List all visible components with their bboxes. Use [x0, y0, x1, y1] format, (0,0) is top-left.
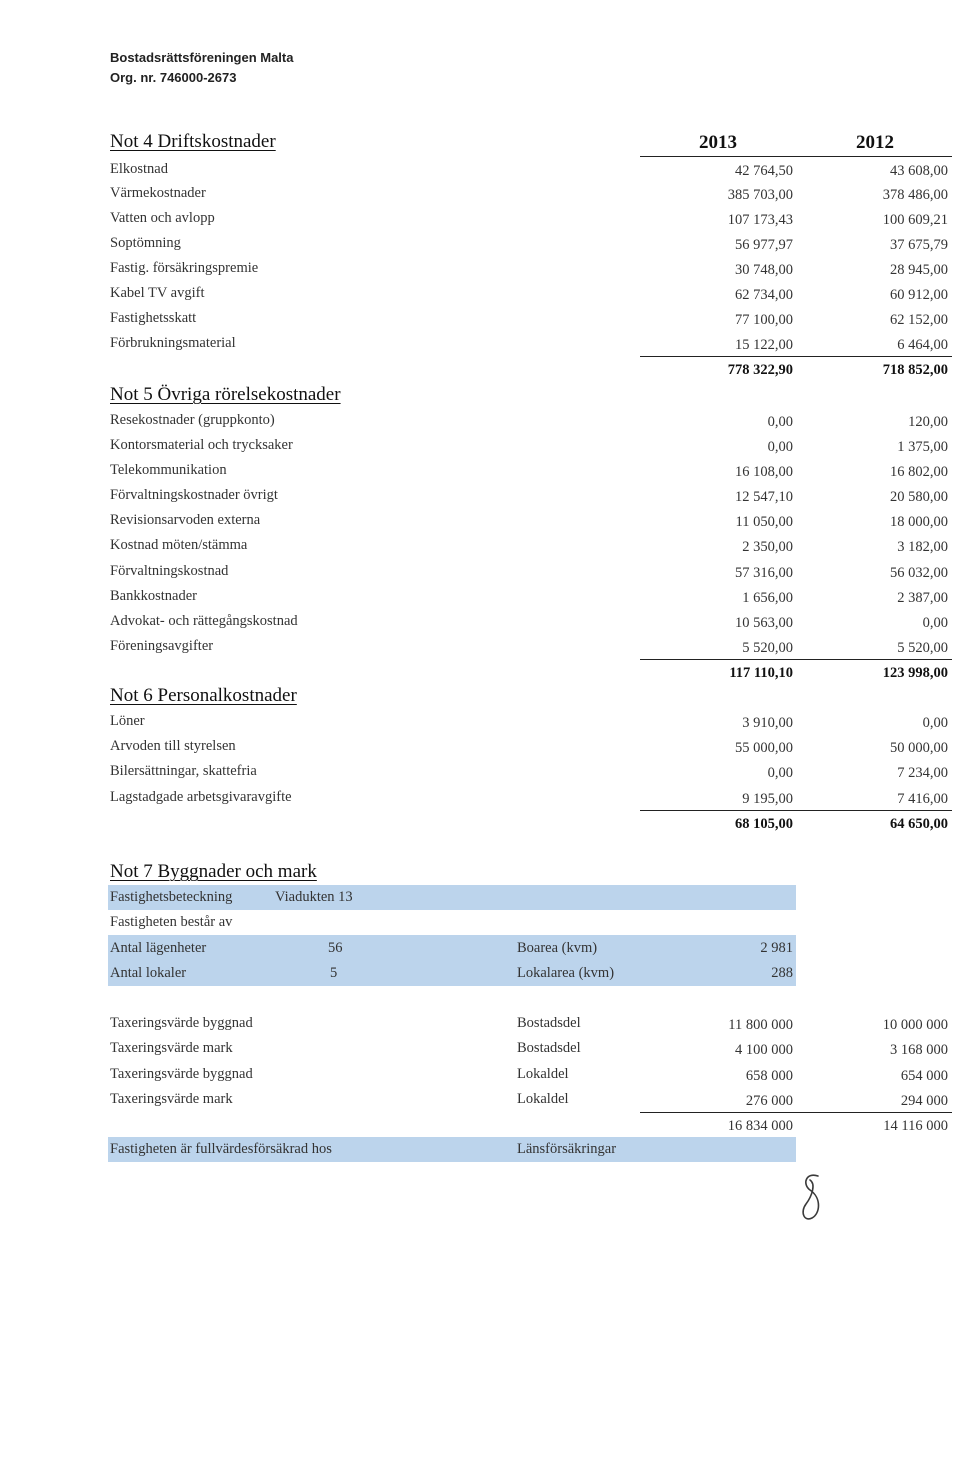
tax-value-2013: 658 000	[745, 1068, 793, 1084]
note4-row-2012: 62 152,00	[890, 312, 948, 328]
note5-total-2012: 123 998,00	[882, 665, 948, 681]
property-units-band	[108, 935, 796, 986]
note4-row-2013: 385 703,00	[727, 187, 793, 203]
tax-value-part: Bostadsdel	[517, 1015, 581, 1031]
note6-row-2013: 0,00	[767, 765, 793, 781]
note4-row-label: Värmekostnader	[110, 185, 206, 201]
note5-row-label: Föreningsavgifter	[110, 638, 214, 654]
tax-value-label: Taxeringsvärde byggnad	[110, 1015, 253, 1031]
note4-row-label: Vatten och avlopp	[110, 210, 215, 226]
note4-row-label: Elkostnad	[110, 161, 168, 177]
tax-value-label: Taxeringsvärde byggnad	[110, 1066, 253, 1082]
tax-total-2013: 16 834 000	[727, 1118, 793, 1134]
tax-value-2013: 276 000	[745, 1093, 793, 1109]
note4-row-label: Fastig. försäkringspremie	[110, 260, 259, 276]
tax-value-part: Bostadsdel	[517, 1040, 581, 1056]
note5-row-2012: 3 182,00	[897, 539, 948, 555]
note5-row-2013: 1 656,00	[742, 590, 793, 606]
note6-total-2012: 64 650,00	[890, 816, 948, 832]
note5-row-2012: 5 520,00	[897, 640, 948, 656]
note5-row-label: Förvaltningskostnader övrigt	[110, 487, 278, 503]
tax-value-part: Lokaldel	[517, 1091, 569, 1107]
insurance-company: Länsförsäkringar	[517, 1141, 617, 1157]
note5-row-2012: 0,00	[922, 615, 948, 631]
note5-title: Not 5 Övriga rörelsekostnader	[110, 384, 341, 405]
note5-row-label: Telekommunikation	[110, 462, 227, 478]
note6-row-2012: 7 416,00	[897, 791, 948, 807]
note5-total-rule	[640, 659, 952, 660]
note6-row-2013: 55 000,00	[735, 740, 793, 756]
note6-row-label: Bilersättningar, skattefria	[110, 763, 257, 779]
header-rule	[640, 156, 952, 157]
note5-row-label: Kontorsmaterial och trycksaker	[110, 437, 293, 453]
note5-row-label: Advokat- och rättegångskostnad	[110, 613, 298, 629]
note4-title: Not 4 Driftskostnader	[110, 131, 276, 152]
handwritten-page-number	[796, 1170, 830, 1231]
note5-row-2012: 1 375,00	[897, 439, 948, 455]
tax-total-rule	[640, 1112, 952, 1113]
note4-row-2013: 77 100,00	[735, 312, 793, 328]
property-consists-label: Fastigheten består av	[110, 914, 233, 930]
apartments-label: Antal lägenheter	[110, 940, 207, 956]
organization-number: Org. nr. 746000-2673	[110, 70, 237, 85]
note6-total-rule	[640, 810, 952, 811]
note5-row-2012: 120,00	[908, 414, 948, 430]
premises-area-value: 288	[771, 965, 793, 981]
note5-row-2013: 16 108,00	[735, 464, 793, 480]
tax-total-2012: 14 116 000	[883, 1118, 948, 1134]
note4-row-2013: 62 734,00	[735, 287, 793, 303]
apartments-value: 56	[328, 940, 343, 956]
note4-row-label: Fastighetsskatt	[110, 310, 197, 326]
note5-row-2013: 10 563,00	[735, 615, 793, 631]
property-designation-value: Viadukten 13	[275, 889, 353, 905]
note6-row-2012: 7 234,00	[897, 765, 948, 781]
note4-row-2012: 37 675,79	[890, 237, 948, 253]
note4-row-2012: 100 609,21	[882, 212, 948, 228]
note5-row-2012: 18 000,00	[890, 514, 948, 530]
note5-row-2012: 20 580,00	[890, 489, 948, 505]
note7-title: Not 7 Byggnader och mark	[110, 861, 317, 882]
note5-total-2013: 117 110,10	[729, 665, 793, 681]
note6-row-2012: 0,00	[922, 715, 948, 731]
note6-row-2013: 9 195,00	[742, 791, 793, 807]
insurance-label: Fastigheten är fullvärdesförsäkrad hos	[110, 1141, 332, 1157]
tax-value-2012: 10 000 000	[882, 1017, 948, 1033]
note6-row-label: Lagstadgade arbetsgivaravgifte	[110, 789, 292, 805]
tax-value-part: Lokaldel	[517, 1066, 569, 1082]
note4-total-2013: 778 322,90	[727, 362, 793, 378]
note4-row-label: Kabel TV avgift	[110, 285, 205, 301]
note5-row-2012: 2 387,00	[897, 590, 948, 606]
note4-row-2012: 43 608,00	[890, 163, 948, 179]
note4-row-2012: 6 464,00	[897, 337, 948, 353]
year-current-header: 2013	[699, 132, 737, 153]
note6-row-2012: 50 000,00	[890, 740, 948, 756]
note6-row-label: Arvoden till styrelsen	[110, 738, 236, 754]
tax-value-2012: 294 000	[900, 1093, 948, 1109]
note4-row-2013: 56 977,97	[735, 237, 793, 253]
tax-value-label: Taxeringsvärde mark	[110, 1091, 233, 1107]
property-designation-label: Fastighetsbeteckning	[110, 889, 233, 905]
note4-row-label: Förbrukningsmaterial	[110, 335, 236, 351]
note4-row-2013: 15 122,00	[735, 337, 793, 353]
note5-row-2012: 16 802,00	[890, 464, 948, 480]
note6-row-2013: 3 910,00	[742, 715, 793, 731]
year-previous-header: 2012	[856, 132, 894, 153]
tax-value-label: Taxeringsvärde mark	[110, 1040, 233, 1056]
premises-label: Antal lokaler	[110, 965, 187, 981]
note5-row-2013: 2 350,00	[742, 539, 793, 555]
note4-row-label: Soptömning	[110, 235, 181, 251]
note5-row-2013: 11 050,00	[735, 514, 793, 530]
note6-row-label: Löner	[110, 713, 145, 729]
note5-row-label: Revisionsarvoden externa	[110, 512, 261, 528]
note4-total-rule	[640, 356, 952, 357]
note5-row-label: Förvaltningskostnad	[110, 563, 229, 579]
tax-value-2012: 654 000	[900, 1068, 948, 1084]
living-area-value: 2 981	[760, 940, 793, 956]
tax-value-2013: 11 800 000	[728, 1017, 793, 1033]
note4-row-2013: 42 764,50	[735, 163, 793, 179]
note5-row-2013: 57 316,00	[735, 565, 793, 581]
premises-value: 5	[330, 965, 338, 981]
organization-name: Bostadsrättsföreningen Malta	[110, 50, 294, 65]
note6-title: Not 6 Personalkostnader	[110, 685, 297, 706]
note5-row-label: Bankkostnader	[110, 588, 197, 604]
note4-row-2013: 30 748,00	[735, 262, 793, 278]
note4-total-2012: 718 852,00	[882, 362, 948, 378]
note5-row-2013: 12 547,10	[735, 489, 793, 505]
note4-row-2012: 378 486,00	[882, 187, 948, 203]
living-area-label: Boarea (kvm)	[517, 940, 598, 956]
note5-row-label: Kostnad möten/stämma	[110, 537, 248, 553]
note5-row-2013: 0,00	[767, 439, 793, 455]
note4-row-2012: 60 912,00	[890, 287, 948, 303]
note5-row-2013: 5 520,00	[742, 640, 793, 656]
note6-total-2013: 68 105,00	[735, 816, 793, 832]
note5-row-2013: 0,00	[767, 414, 793, 430]
note5-row-2012: 56 032,00	[890, 565, 948, 581]
tax-value-2013: 4 100 000	[735, 1042, 793, 1058]
premises-area-label: Lokalarea (kvm)	[517, 965, 615, 981]
note4-row-2012: 28 945,00	[890, 262, 948, 278]
tax-value-2012: 3 168 000	[890, 1042, 948, 1058]
note5-row-label: Resekostnader (gruppkonto)	[110, 412, 275, 428]
note4-row-2013: 107 173,43	[727, 212, 793, 228]
